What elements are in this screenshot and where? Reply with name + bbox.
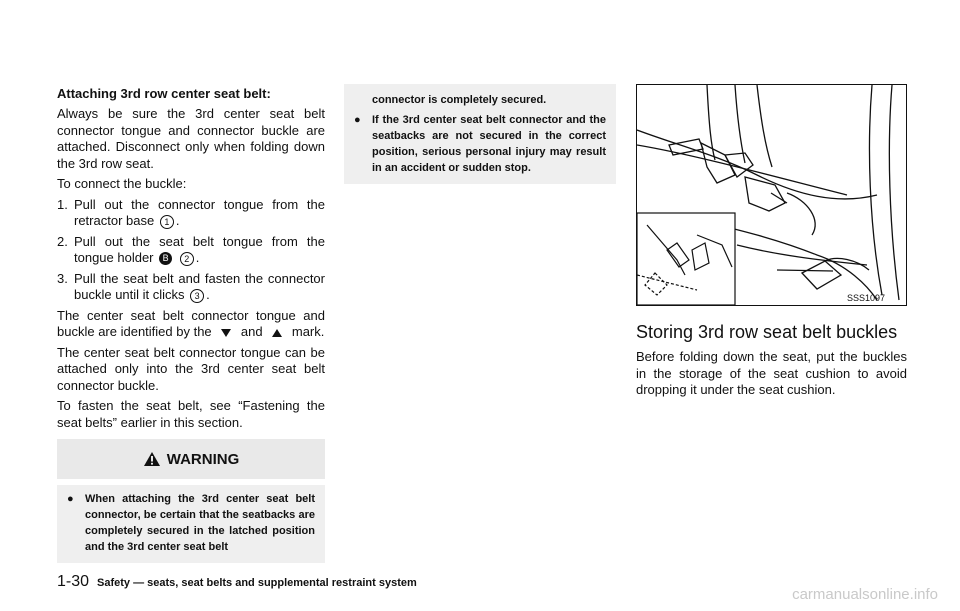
watermark: carmanualsonline.info: [792, 586, 938, 603]
warning-continued-text: connector is completely secured.: [372, 94, 547, 106]
callout-b-icon: B: [159, 252, 172, 265]
warning-box: [57, 439, 325, 479]
paragraph: Always be sure the 3rd center seat belt connector tongue and connector buckle are attached. Disconnect only when folding down the 3rd row seat.: [57, 106, 325, 171]
seat-illustration: [637, 85, 906, 305]
middle-column: [344, 84, 616, 184]
paragraph: Before folding down the seat, put the buckles in the storage of the seat cushion to avoid dropping it under the seat cushion.: [636, 349, 907, 397]
warning-title: WARNING: [166, 450, 240, 468]
paragraph: To fasten the seat belt, see “Fastening the seat belts” earlier in this section.: [57, 398, 325, 430]
section-title: Storing 3rd row seat belt buckles: [636, 322, 898, 342]
figure-code: SSS1097: [847, 293, 886, 303]
callout-2-icon: 2: [180, 252, 194, 266]
warning-body: [57, 485, 325, 563]
step-3: 3. Pull the seat belt and fasten the connector buckle until it clicks 3 .: [57, 270, 325, 302]
left-column: [57, 86, 325, 563]
seat-belt-figure: [636, 84, 907, 306]
paragraph: The center seat belt connector tongue can be attached only into the 3rd center seat belt connector buckle.: [57, 344, 325, 393]
triangle-up-icon: [272, 329, 282, 337]
subheading: Attaching 3rd row center seat belt:: [57, 86, 271, 101]
callout-3-icon: 3: [190, 289, 204, 303]
warning-bullet: ● When attaching the 3rd center seat belt connector, be certain that the seatbacks are completely secured in the latched position and the 3rd center seat belt: [67, 493, 315, 553]
step-2: 2. Pull out the seat belt tongue from the tongue holder B 2 .: [57, 233, 325, 265]
page-footer: [57, 573, 417, 591]
triangle-down-icon: [221, 329, 231, 337]
right-column: [636, 86, 907, 403]
warning-header: [57, 439, 325, 479]
paragraph: The center seat belt connector tongue and buckle are identified by the and mark.: [57, 307, 325, 339]
warning-icon: [143, 451, 161, 467]
warning-bullet: ● If the 3rd center seat belt connector and the seatbacks are not secured in the correct position, serious personal injury may result in an accident or sudden stop.: [354, 114, 606, 174]
footer-text: Safety — seats, seat belts and supplemental restraint system: [97, 577, 417, 589]
step-1: 1. Pull out the connector tongue from the retractor base 1 .: [57, 196, 325, 228]
page-number: 1-30: [57, 573, 90, 590]
callout-1-icon: 1: [160, 215, 174, 229]
warning-body-continued: [344, 84, 616, 184]
paragraph: To connect the buckle:: [57, 176, 187, 191]
